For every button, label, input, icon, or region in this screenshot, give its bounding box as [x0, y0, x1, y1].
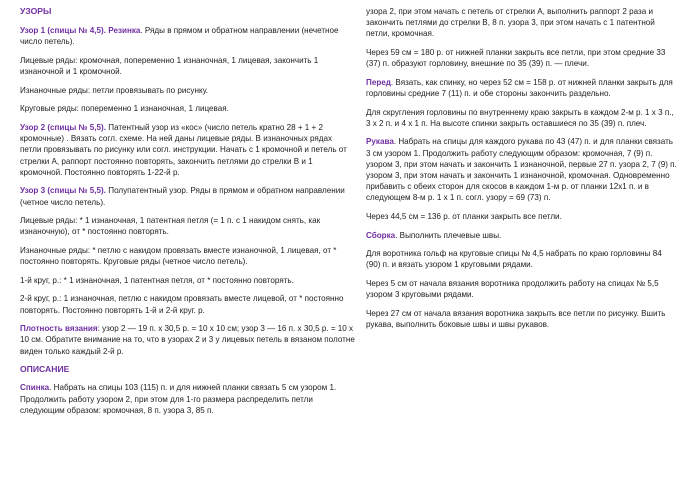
pattern-1-paragraph: [20, 25, 355, 47]
round-1-paragraph: 1-й круг, р.: * 1 изнаночная, 1 патентная петля, от * постоянно повторять.: [20, 275, 294, 285]
pattern-3-paragraph: [20, 185, 355, 207]
neckline-shaping-paragraph: Для скругления горловины по внутреннему краю закрыть в каждом 2-м р. 1 х 3 п., 3 х 2 п. и 4 х 1 п. На высоте спинки закрыть оставшиеся по 35 (39) п. плеч.: [366, 107, 674, 128]
assembly-label: Сборка: [366, 230, 396, 240]
round-2-paragraph: 2-й круг, р.: 1 изнаночная, петлю с накидом провязать вместе лицевой, от * постоянно повторять. Постоянно повторять 1-й и 2-й круг. р.: [20, 294, 344, 315]
front-paragraph: [366, 77, 678, 99]
pattern-2-text: Патентный узор из «кос» (число петель кратно 28 + 1 + 2 кромочные) . Вязать согл. схеме. На ней даны лицевые ряды. В изнаночных рядах петли провязывать по рисунку или согл. инструкции. Начать с 1 кромочной и петель от стрелки А, раппорт постоянно повторять, закончить петлями до стрелки В и 1 кромочной. Постоянно повторять 1-22-й р.: [20, 122, 347, 177]
right-column: [366, 6, 678, 338]
pattern-2-label: Узор 2 (спицы № 5,5).: [20, 122, 107, 132]
pattern-2-paragraph: [20, 122, 355, 178]
gauge-paragraph: [20, 323, 355, 357]
back-continued-paragraph: узора 2, при этом начать с петель от стрелки А, выполнить раппорт 2 раза и закончить петлями до стрелки В, 8 п. узора 3, при этом начать с 1 патентной петли, кромочная.: [366, 7, 655, 39]
knit-rows-paragraph: Лицевые ряды: кромочная, попеременно 1 изнаночная, 1 лицевая, закончить 1 изнаночной и 1 кромочной.: [20, 56, 319, 77]
heading-patterns: УЗОРЫ: [20, 6, 52, 16]
pattern-3-purl-rows: Изнаночные ряды: * петлю с накидом провязать вместе изнаночной, 1 лицевая, от * постоянно повторять. Круговые ряды (четное число петель).: [20, 245, 337, 267]
pattern-1-label: Узор 1 (спицы № 4,5). Резинка: [20, 26, 141, 36]
purl-rows-paragraph: Изнаночные ряды: петли провязывать по рисунку.: [20, 85, 209, 95]
front-label: Перед: [366, 77, 391, 87]
back-label: Спинка: [20, 383, 50, 393]
pattern-3-knit-rows: Лицевые ряды: * 1 изнаночная, 1 патентная петля (= 1 п. с 1 накидом снять, как изнаночную), от * постоянно повторять.: [20, 216, 321, 237]
pattern-3-label: Узор 3 (спицы № 5,5).: [20, 186, 107, 196]
collar-finish-paragraph: Через 27 см от начала вязания воротника закрыть все петли по рисунку. Вшить рукава, выполнить боковые швы и швы рукавов.: [366, 308, 666, 329]
sleeves-label: Рукава: [366, 137, 394, 147]
pattern-1-text: . Ряды в прямом и обратном направлении (нечетное число петель).: [20, 26, 339, 47]
gauge-text: : узор 2 — 19 п. х 30,5 р. = 10 х 10 см; узор 3 — 16 п. х 30,5 р. = 10 х 10 см. Обратите внимание на то, что в узорах 2 и 3 у лицевых петель в вязаном полотне виден только каждый 2-й р.: [20, 324, 355, 356]
heading-description: ОПИСАНИЕ: [20, 364, 70, 375]
back-text: . Набрать на спицы 103 (115) п. и для нижней планки связать 5 см узором 1. Продолжить работу узором 2, при этом для 1-го размера распределить петли следующим образом: кромочная, 8 п. узора 3, 85 п.: [20, 383, 337, 415]
sleeves-bindoff-paragraph: Через 44,5 см = 136 р. от планки закрыть все петли.: [366, 212, 562, 221]
sleeves-paragraph: [366, 136, 678, 203]
back-paragraph: [20, 382, 355, 416]
pattern-3-text: Полупатентный узор. Ряды в прямом и обратном направлении (четное число петель).: [20, 186, 345, 207]
gauge-label: Плотность вязания: [20, 324, 98, 334]
front-text: . Вязать, как спинку, но через 52 см = 158 р. от нижней планки закрыть для горловины средние 7 (11) п. и обе стороны закончить раздельно.: [366, 77, 673, 98]
collar-paragraph: Для воротника гольф на круговые спицы № 4,5 набрать по краю горловины 84 (90) п. и вязать узором 1 круговыми рядами.: [366, 249, 662, 270]
sleeves-text: . Набрать на спицы для каждого рукава по 43 (47) п. и для планки связать 3 см узором 1. Продолжить работу следующим образом: кромочная, 7 (9) п. узором 3, при этом начать и закончить 1 изнаночной, первые 27 п. узора 2, 7 (9) п. узором 3, при этом начать и закончить 1 изнаночной, кромочная. Одновременно прибавить с обеих сторон для скосов в каждом 1-м р. от планки 12х1 п. и в следующем 8-м р. 1 х 1 п. согл. узору = 69 (73) п.: [366, 137, 677, 203]
assembly-paragraph: [366, 230, 678, 241]
round-rows-paragraph: Круговые ряды: попеременно 1 изнаночная, 1 лицевая.: [20, 104, 229, 114]
left-column: [20, 6, 355, 423]
back-bindoff-paragraph: Через 59 см = 180 р. от нижней планки закрыть все петли, при этом средние 33 (37) п. образуют горловину, внешние по 35 (39) п. — плечи.: [366, 48, 666, 69]
assembly-text: . Выполнить плечевые швы.: [395, 230, 502, 240]
collar-continue-paragraph: Через 5 см от начала вязания воротника продолжить работу на спицах № 5,5 узором 3 круговыми рядами.: [366, 278, 659, 300]
